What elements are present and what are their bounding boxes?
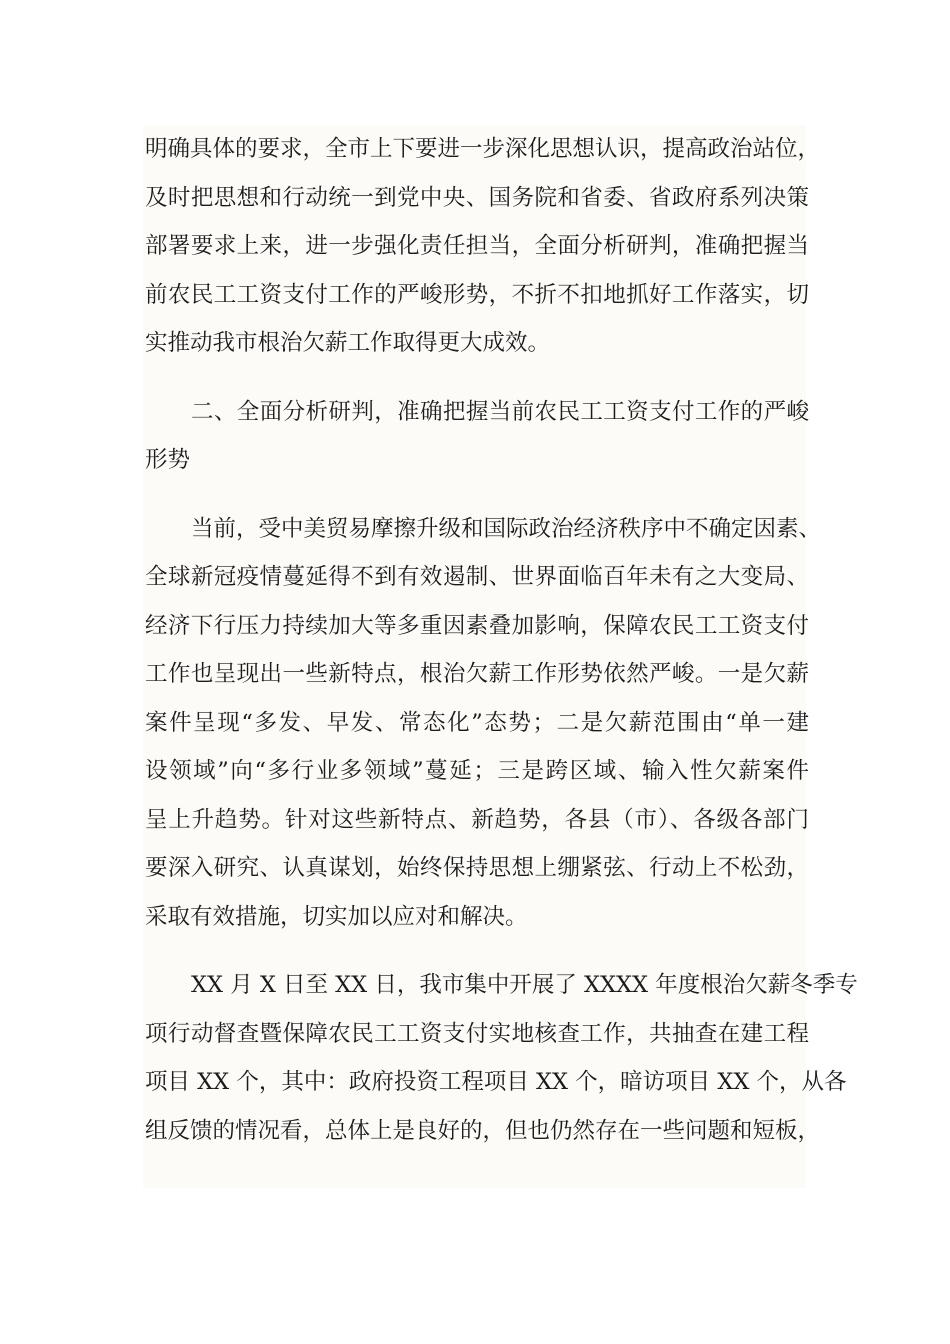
heading-line: 二、全面分析研判，准确把握当前农民工工资支付工作的严峻 xyxy=(191,398,809,425)
text-line: 实推动我市根治欠薪工作取得更大成效。 xyxy=(145,330,551,356)
text-line: 工作也呈现出一些新特点，根治欠薪工作形势依然严峻。一是欠薪 xyxy=(145,661,809,687)
paragraph-intro xyxy=(145,125,821,368)
paragraph-inspection xyxy=(145,961,858,1155)
section-heading xyxy=(145,388,809,485)
text-line: 设领域”向“多行业多领域”蔓延；三是跨区域、输入性欠薪案件 xyxy=(145,758,809,784)
text-line: 采取有效措施，切实加以应对和解决。 xyxy=(145,903,528,930)
document-body xyxy=(145,125,858,1155)
text-line: 项目 XX 个，其中：政府投资工程项目 XX 个，暗访项目 XX 个，从各 xyxy=(145,1069,847,1095)
paragraph-situation xyxy=(145,505,822,942)
text-line: 经济下行压力持续加大等多重因素叠加影响，保障农民工工资支付 xyxy=(145,612,809,639)
text-line: 及时把思想和行动统一到党中央、国务院和省委、省政府系列决策 xyxy=(145,184,809,211)
text-line: 前农民工工资支付工作的严峻形势，不折不扣地抓好工作落实，切 xyxy=(145,281,809,308)
text-line: 全球新冠疫情蔓延得不到有效遏制、世界面临百年未有之大变局、 xyxy=(145,564,809,590)
text-line: 组反馈的情况看，总体上是良好的，但也仍然存在一些问题和短板， xyxy=(145,1117,821,1144)
text-line: 呈上升趋势。针对这些新特点、新趋势，各县（市）、各级各部门 xyxy=(145,806,809,833)
text-line: XX 月 X 日至 XX 日，我市集中开展了 XXXX 年度根治欠薪冬季专 xyxy=(191,972,858,998)
text-line: 明确具体的要求，全市上下要进一步深化思想认识，提高政治站位， xyxy=(145,136,821,162)
text-line: 部署要求上来，进一步强化责任担当，全面分析研判，准确把握当 xyxy=(145,233,809,259)
heading-line: 形势 xyxy=(145,447,191,473)
text-line: 要深入研究、认真谋划，始终保持思想上绷紧弦、行动上不松劲， xyxy=(145,855,809,881)
text-line: 项行动督查暨保障农民工工资支付实地核查工作，共抽查在建工程 xyxy=(145,1020,809,1047)
text-line: 当前，受中美贸易摩擦升级和国际政治经济秩序中不确定因素、 xyxy=(191,515,822,542)
text-line: 案件呈现“多发、早发、常态化”态势；二是欠薪范围由“单一建 xyxy=(145,709,809,736)
